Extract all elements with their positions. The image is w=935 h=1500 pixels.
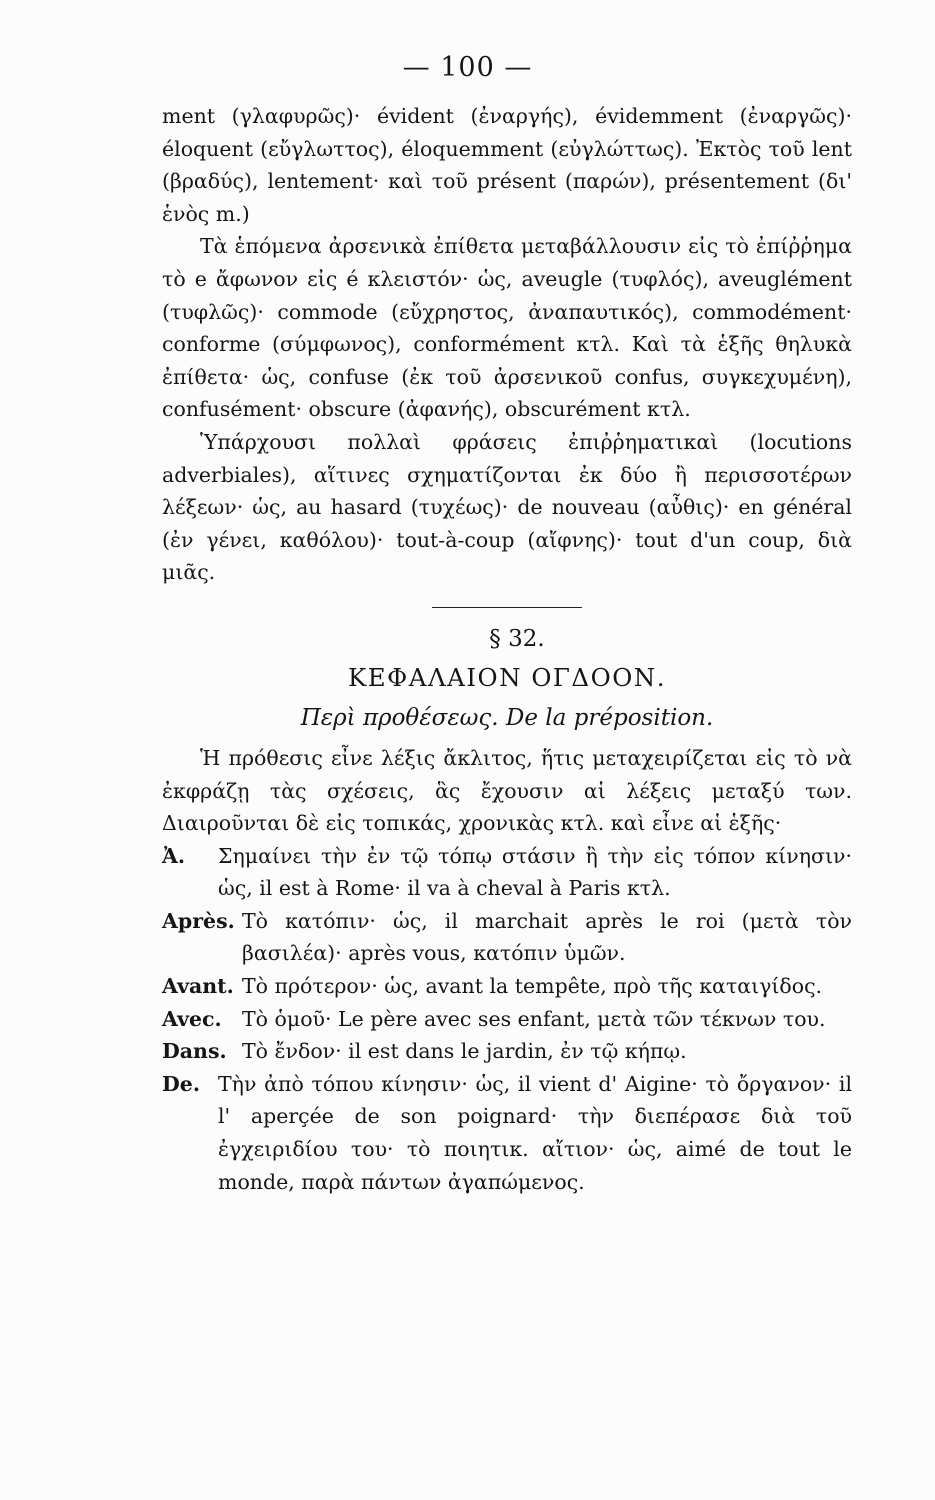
entry-key: De. [162,1071,200,1096]
paragraph-adverbial-locutions: Ὑπάρχουσι πολλαὶ φράσεις ἐπιῤῥηματικαὶ (locutions adverbiales), αἵτινες σχηματίζονται ἐκ δύο ἢ περισσοτέρων λέξεων· ὡς, au hasard (τυχέως)· de nouveau (αὖθις)· en général (ἐν γένει, καθόλου)· tout-à-coup (αἴφνης)· tout d'un coup, διὰ μιᾶς. [162,429,852,585]
entry-key: Ἀ. [162,843,186,868]
entry-key: Avec. [162,1006,222,1031]
chapter-subtitle: Περὶ προθέσεως. De la préposition. [300,704,714,731]
paragraph-masculine-adjectives: Τὰ ἑπόμενα ἀρσενικὰ ἐπίθετα μεταβάλλουσιν εἰς τὸ ἐπίῤῥημα τὸ e ἄφωνον εἰς é κλειστόν· ὡς, aveugle (τυφλός), aveuglément (τυφλῶς)· commode (εὔχρηστος, ἀναπαυτικός), commodément· conforme (σύμφωνος), conformément κτλ. Καὶ τὰ ἑξῆς θηλυκὰ ἐπίθετα· ὡς, confuse (ἐκ τοῦ ἀρσενικοῦ confus, συγκεχυμένη), confusément· obscure (ἀφανής), obscurément κτλ. [162,234,852,422]
entry-apres [162,905,852,970]
entry-text: Τὸ ἔνδον· il est dans le jardin, ἐν τῷ κήπῳ. [242,1039,687,1064]
entry-a [162,840,852,905]
entry-text: Σημαίνει τὴν ἐν τῷ τόπῳ στάσιν ἢ τὴν εἰς τόπον κίνησιν· ὡς, il est à Rome· il va à cheval à Paris κτλ. [218,843,852,901]
paragraph-preposition-definition: Ἡ πρόθεσις εἶνε λέξις ἄκλιτος, ἥτις μεταχειρίζεται εἰς τὸ νὰ ἐκφράζῃ τὰς σχέσεις, ἃς ἔχουσιν αἱ λέξεις μεταξύ των. Διαιροῦνται δὲ εἰς τοπικάς, χρονικὰς κτλ. καὶ εἶνε αἱ ἑξῆς· [162,745,852,836]
entry-text: Τὸ ὁμοῦ· Le père avec ses enfant, μετὰ τῶν τέκνων του. [242,1006,826,1031]
chapter-title: ΚΕΦΑΛΑΙΟΝ ΟΓΔΟΟΝ. [347,662,667,692]
entry-text: Τὸ πρότερον· ὡς, avant la tempête, πρὸ τῆς καταιγίδος. [242,974,823,999]
section-number: § 32. [489,625,545,652]
entry-avec [162,1003,852,1036]
entry-avant [162,970,852,1003]
page-number: — 100 — [402,52,533,83]
paragraph-continued: ment (γλαφυρῶς)· évident (ἐναργής), évidemment (ἐναργῶς)· éloquent (εὔγλωττος), éloquemment (εὐγλώττως). Ἐκτὸς τοῦ lent (βραδύς), lentement· καὶ τοῦ présent (παρών), présentement (δι' ἑνὸς m.) [162,104,852,226]
entry-key: Après. [162,908,235,933]
entry-text: Τὴν ἀπὸ τόπου κίνησιν· ὡς, il vient d' Aigine· τὸ ὄργανον· il l' aperçée de son poignard· τὴν διεπέρασε διὰ τοῦ ἐγχειριδίου του· τὸ ποιητικ. αἴτιον· ὡς, aimé de tout le monde, παρὰ πάντων ἀγαπώμενος. [218,1071,852,1194]
entry-text: Τὸ κατόπιν· ὡς, il marchait après le roi (μετὰ τὸν βασιλέα)· après vous, κατόπιν ὑμῶν. [242,908,852,966]
entry-de [162,1068,852,1198]
entry-key: Dans. [162,1039,227,1064]
section-divider [432,607,582,608]
entry-key: Avant. [162,974,234,999]
entry-dans [162,1035,852,1068]
page-body [162,100,852,1198]
